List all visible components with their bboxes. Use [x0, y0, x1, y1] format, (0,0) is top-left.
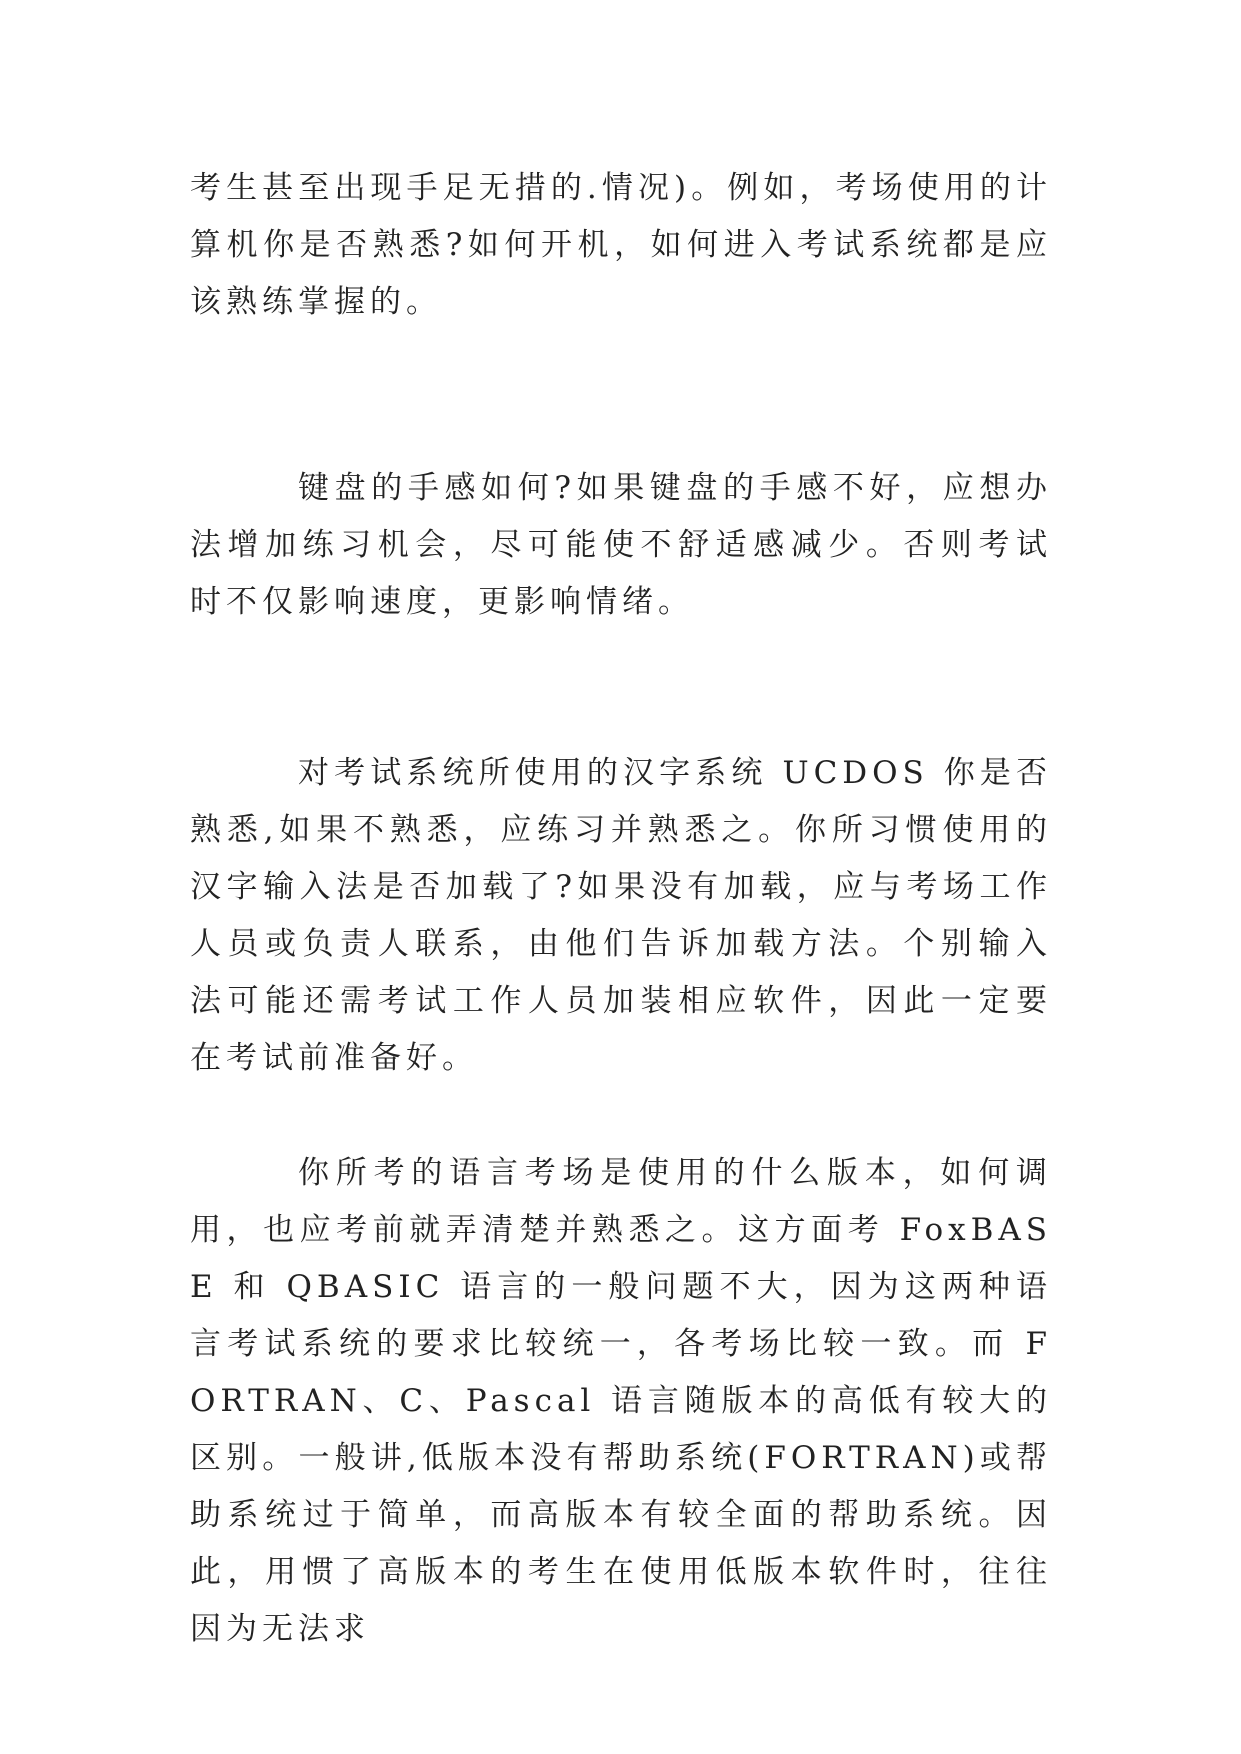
paragraph-continuation: 考生甚至出现手足无措的.情况)。例如，考场使用的计算机你是否熟悉?如何开机，如何进入考试系统都是应该熟练掌握的。: [190, 170, 1052, 320]
paragraph-keyboard: 键盘的手感如何?如果键盘的手感不好，应想办法增加练习机会，尽可能使不舒适感减少。否则考试时不仅影响速度，更影响情绪。: [190, 470, 1052, 620]
paragraph-language-version: 你所考的语言考场是使用的什么版本，如何调用，也应考前就弄清楚并熟悉之。这方面考 FoxBASE 和 QBASIC 语言的一般问题不大，因为这两种语言考试系统的要求比较统一，各考场比较一致。而 FORTRAN、C、Pascal 语言随版本的高低有较大的区别。一般讲,低版本没有帮助系统(FORTRAN)或帮助系统过于简单，而高版本有较全面的帮助系统。因此，用惯了高版本的考生在使用低版本软件时，往往因为无法求: [190, 1155, 1052, 1647]
paragraph-ucdos: 对考试系统所使用的汉字系统 UCDOS 你是否熟悉,如果不熟悉，应练习并熟悉之。你所习惯使用的汉字输入法是否加载了?如果没有加载，应与考场工作人员或负责人联系，由他们告诉加载方法。个别输入法可能还需考试工作人员加装相应软件，因此一定要在考试前准备好。: [190, 755, 1052, 1076]
